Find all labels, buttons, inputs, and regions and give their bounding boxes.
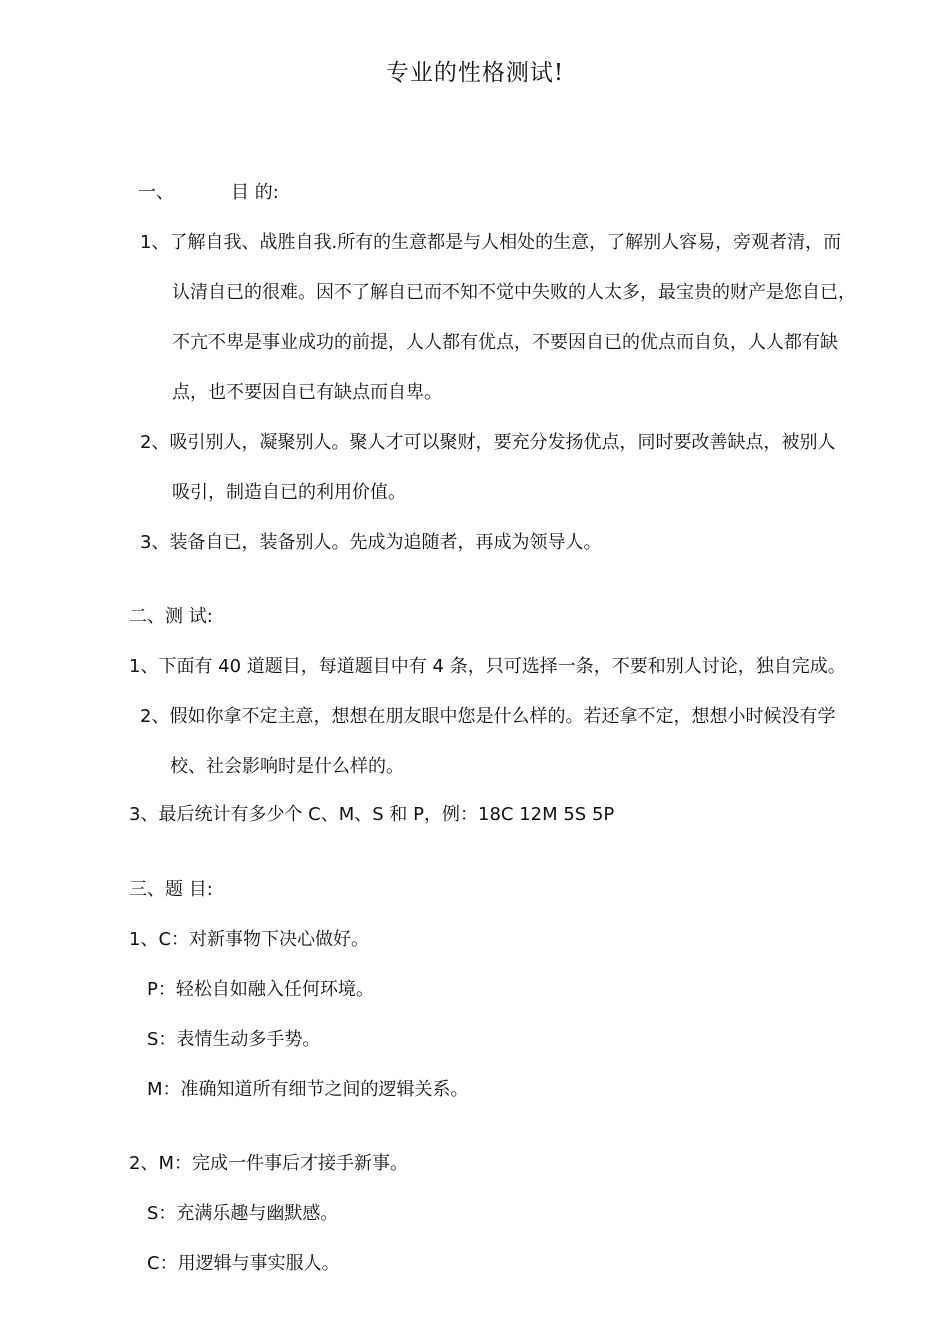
section1-heading-text: 目 的: <box>231 182 279 203</box>
question1-option-p: P：轻松自如融入任何环境。 <box>147 979 374 1000</box>
section1-heading-number: 一、 <box>138 182 174 203</box>
question2-option-c: C：用逻辑与事实服人。 <box>147 1253 340 1274</box>
question2-option-m: 2、M：完成一件事后才接手新事。 <box>129 1153 408 1174</box>
section2-item2-line1: 2、假如你拿不定主意，想想在朋友眼中您是什么样的。若还拿不定，想想小时候没有学 <box>140 706 836 727</box>
question2-option-s: S：充满乐趣与幽默感。 <box>147 1203 339 1224</box>
section3-heading: 三、题 目: <box>129 879 213 900</box>
section1-item3-line1: 3、装备自已，装备别人。先成为追随者，再成为领导人。 <box>140 532 602 553</box>
section1-item2-line2: 吸引，制造自已的利用价值。 <box>172 482 406 503</box>
section2-item1: 1、下面有 40 道题目，每道题目中有 4 条，只可选择一条，不要和别人讨论，独自完成。 <box>129 656 846 677</box>
section1-item1-line2: 认清自已的很难。因不了解自已而不知不觉中失败的人太多，最宝贵的财产是您自已， <box>172 282 856 303</box>
section2-item2-line2: 校、社会影响时是什么样的。 <box>170 756 404 777</box>
section1-item2-line1: 2、吸引别人，凝聚别人。聚人才可以聚财，要充分发扬优点，同时要改善缺点，被别人 <box>140 432 836 453</box>
section2-heading: 二、测 试: <box>129 606 213 627</box>
question1-option-m: M：准确知道所有细节之间的逻辑关系。 <box>147 1079 469 1100</box>
document-title: 专业的性格测试! <box>385 60 565 86</box>
section1-item1-line3: 不亢不卑是事业成功的前提，人人都有优点，不要因自已的优点而自负，人人都有缺 <box>172 332 838 353</box>
question1-option-c: 1、C：对新事物下决心做好。 <box>129 929 370 950</box>
section1-item1-line1: 1、了解自我、战胜自我.所有的生意都是与人相处的生意，了解别人容易，旁观者清，而 <box>140 232 842 253</box>
section2-item3: 3、最后统计有多少个 C、M、S 和 P，例：18C 12M 5S 5P <box>129 804 615 825</box>
question1-option-s: S：表情生动多手势。 <box>147 1029 321 1050</box>
section1-item1-line4: 点，也不要因自已有缺点而自卑。 <box>172 382 442 403</box>
